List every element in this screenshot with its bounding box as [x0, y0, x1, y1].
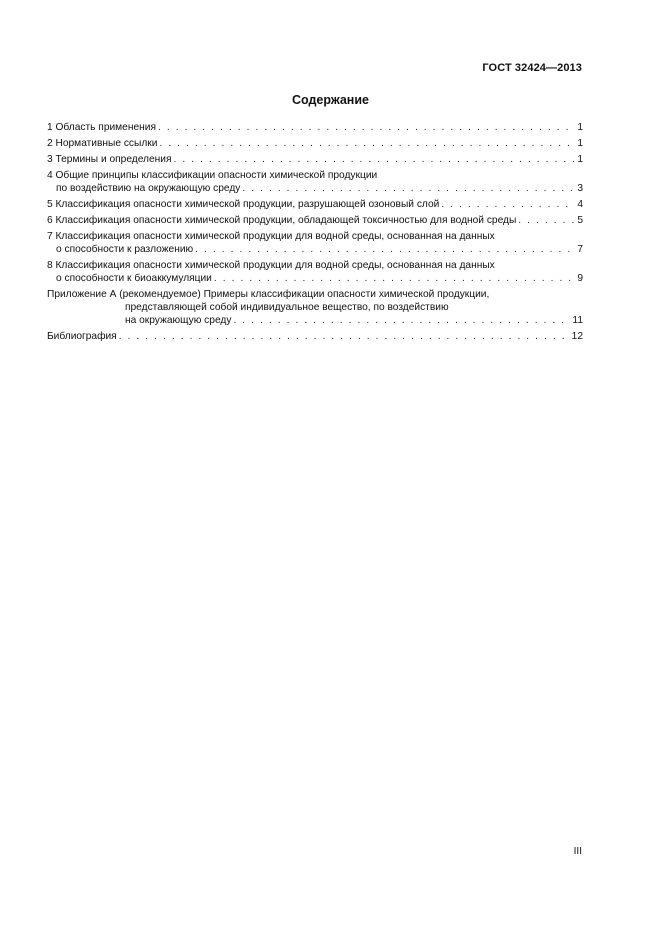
toc-title: Содержание: [291, 93, 369, 107]
toc-entry-label-continued: на окружающую среду: [125, 315, 232, 326]
toc-page-number: 12: [571, 331, 583, 342]
toc-leader-dots: [242, 182, 574, 195]
table-of-contents: [47, 121, 583, 346]
document-code: ГОСТ 32424—2013: [482, 62, 582, 74]
toc-entry-label: 5 Классификация опасности химической продукции, разрушающей озоновый слой: [47, 199, 440, 210]
page-folio: III: [573, 846, 582, 857]
toc-page-number: 1: [577, 154, 583, 165]
toc-entry-general-principles[interactable]: [47, 169, 583, 195]
toc-page-number: 4: [577, 199, 583, 210]
toc-page-number: 3: [577, 183, 583, 194]
toc-entry-label: 2 Нормативные ссылки: [47, 138, 158, 149]
toc-entry-ozone-layer[interactable]: [47, 198, 583, 211]
toc-entry-label-continued: по воздействию на окружающую среду: [56, 183, 241, 194]
toc-leader-dots: [173, 153, 574, 166]
toc-entry-label-continued: о способности к биоаккумуляции: [56, 273, 212, 284]
toc-entry-label: 8 Классификация опасности химической продукции для водной среды, основанная на данных: [47, 260, 495, 271]
toc-page-number: 9: [577, 273, 583, 284]
toc-page-number: 1: [577, 138, 583, 149]
toc-page-number: 1: [577, 122, 583, 133]
toc-leader-dots: [195, 243, 574, 256]
toc-leader-dots: [214, 272, 574, 285]
toc-entry-terms-definitions[interactable]: [47, 153, 583, 166]
toc-leader-dots: [159, 137, 574, 150]
toc-entry-bioaccumulation[interactable]: [47, 259, 583, 285]
toc-entry-appendix-a[interactable]: [47, 288, 583, 327]
toc-entry-label: Библиография: [47, 331, 117, 342]
toc-leader-dots: [158, 121, 574, 134]
toc-leader-dots: [441, 198, 574, 211]
toc-entry-aquatic-toxicity[interactable]: [47, 214, 583, 227]
toc-entry-bibliography[interactable]: [47, 330, 583, 343]
toc-leader-dots: [233, 314, 569, 327]
toc-entry-scope[interactable]: [47, 121, 583, 134]
toc-entry-label-continued: представляющей собой индивидуальное вещество, по воздействию: [125, 302, 449, 313]
toc-entry-label: Приложение А (рекомендуемое) Примеры классификации опасности химической продукции,: [47, 289, 490, 300]
toc-entry-normative-references[interactable]: [47, 137, 583, 150]
toc-entry-label: 4 Общие принципы классификации опасности химической продукции: [47, 170, 378, 181]
toc-page-number: 5: [577, 215, 583, 226]
toc-entry-label: 6 Классификация опасности химической продукции, обладающей токсичностью для водной среды: [47, 215, 517, 226]
toc-page-number: 11: [572, 315, 583, 326]
toc-entry-label: 7 Классификация опасности химической продукции для водной среды, основанная на данных: [47, 231, 495, 242]
toc-entry-label-continued: о способности к разложению: [56, 244, 194, 255]
toc-entry-degradability[interactable]: [47, 230, 583, 256]
toc-entry-label: 3 Термины и определения: [47, 154, 172, 165]
toc-entry-label: 1 Область применения: [47, 122, 156, 133]
toc-page-number: 7: [577, 244, 583, 255]
toc-leader-dots: [518, 214, 574, 227]
toc-leader-dots: [119, 330, 569, 343]
